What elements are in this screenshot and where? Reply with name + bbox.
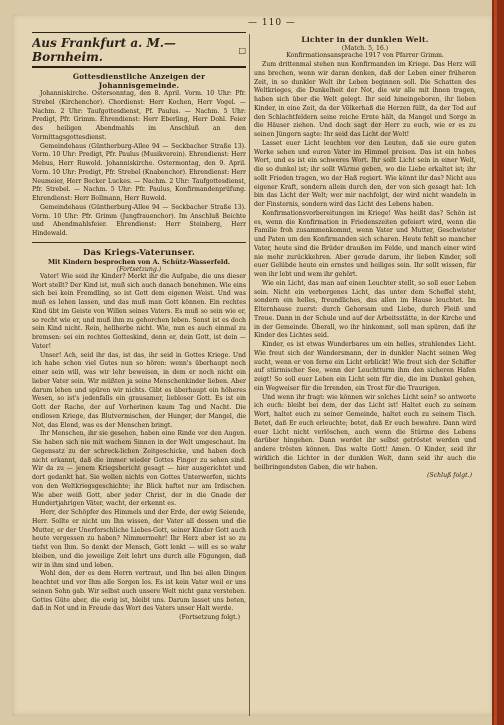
article-scripture-reference: (Match. 5, 16.): [341, 45, 389, 52]
article-paragraph: Herr, der Schöpfer des Himmels und der Erde, der ewig Seiende, Herr. Sollte er nicht um Ihn wissen, der Vater all dessen und die Mutter, er der Unerforschliche Liebes-Gott, seiner Kinder Gott auch heute vergessen zu haben? Nimmermehr! Ihr Herz aber ist so zu tiefst von Ihm. So denkt der Mensch, Gott lenkt — will es so wahr bleiben, und die jeweilige Zeit lehrt uns durch alle Fügungen, daß wir in ihm sind und leben.: [32, 509, 246, 569]
section-heading-article: Das Kriegs-Vaterunser.: [83, 246, 195, 257]
article-subtitle: Konfirmationsansprache 1917 von Pfarrer Grimm.: [286, 52, 444, 59]
masthead-ornament-icon: □: [238, 45, 246, 55]
article-paragraph: Vater! Wie seid ihr Kinder? Merkt ihr die Aufgabe, die uns dieser Wort stellt? Der Kind ist, muß sich auch danach benehmen. Wie eins sich bei kein Fremdling, so ist Gott dem eigenen Weist. Und was muß es lehen lassen, und das muß man Gott können. Ein rechtes Kind übt im Geiste von Willen seines Vaters. Es muß so sein wie er, so recht wie er, und muß ihm zu gehorchen leben. Sonst ist es doch sein Kind nicht. Rein, hellherbe nicht. Wie, nun es auch einmal zu bremsen: sei ein rechtes Gotteskind, denn er, dein Gott, ist dein — Vater!: [32, 272, 246, 350]
closing-note: (Schluß folgt.): [427, 472, 472, 480]
sermon-paragraph: Und wenn ihr fragt: wie können wir solches Licht sein? so antworte ich euch: bleibt bei dem, der das Licht ist! Haltet euch zu seinem Wort, haltet euch zu seiner Gemeinde, haltet euch zu seinem Tisch. Betet, daß Er euch erleuchte; betet, daß Er euch bewahre. Dann wird euer Licht nicht verlöschen, auch wenn die Stürme des Lebens darüber hingehen. Dann werdet ihr selbst getröstet werden und andere trösten können. Das walte Gott! Amen. O Kinder, seid ihr wirklich die Lichter in der dunklen Welt, dann seid ihr auch die heilbringendsten Gaben, die wir haben.: [254, 393, 476, 471]
masthead-title: Aus Frankfurt a. M.—Bornheim.: [32, 36, 176, 64]
services-paragraph: Gemeindehaus (Güntherburg-Allee 94 — Seckbacher Straße 13). Vorm. 10 Uhr: Pfr. Grimm (Jungfrauenchor). Im Anschluß Beichte und Abendmahlsfeier. Ehrendienst: Herr Steinberg, Herr Hindewald.: [32, 203, 246, 237]
article-paragraph: Unser! Ach, seid ihr das, ist das, ihr seid in Gottes Kriege. Und ich habe schon viel Gutes nun so hören: wenn's überhaupt noch einer sein will, was wir lehr beweisen, in dem er noch nicht ein lieber Vater sein. Wir müßten ja seine Menschenkinder lieben. Aber darum lehen und spüren wir nichts. Gibt es überhaupt ein höheres Wesen, so ist's jedenfalls ein grausamer, liebloser Gott. Es ist ein Gott der Rache, der auf Vorherinen kaum Tag und Nacht. Die endlosen Kriege, das Blutvermischen, der Hunger, der Mangel, die Not, das Elend, was es der Menschen bringt.: [32, 351, 246, 429]
services-paragraph: Johanniskirche. Ostersonntag, den 8. April. Vorm. 10 Uhr: Pfr. Strebel (Kirchenchor). Chordienst: Herr Kochen, Herr Vogel. — Nachm. 2 Uhr: Taufgottesdienst, Pf. Paulus. — Nachm. 5 Uhr: Predigt, Pfr. Grimm. Ehrendienst: Herr Eberling, Herr Dohl. Feier des heiligen Abendmahls im Anschluß an den Vormittagsgottesdienst.: [32, 90, 246, 141]
article-paragraph: Wohl den, der es dem Herrn vertraut, und Ihn bei allen Dingen beachtet und vor Ihm alle Sorgen los. Es ist kein Vater weil er uns seinen Sohn gab. Wir selbst auch unsere Welt nicht ganz verstehen. Gottes Güte aber, die ewig ist, bleibt uns. Darum lasset uns beten, daß in Not und in Freude das Wort des Vaters unser Halt werde.: [32, 570, 246, 613]
sermon-paragraph: Zum drittenmal stehen nun Konfirmanden im Kriege. Das Herz will uns brechen, wenn wir daran denken, daß der Leben einer früheren Zeit, in so dunkler Welt ihr Leben beginnen soll. Die Schatten des Weltkrieges, die Dunkelheit der Not, die wir alle mit ihnen tragen, haben sich über die Welt gelegt. Ihr seid hineingeboren, ihr lieben Kinder, in eine Zeit, da der Völkerhaß die Herzen füllt, da der Tod auf den Schlachtfeldern seine reiche Ernte hält, da Mangel und Sorge in die Häuser ziehen. Und doch sagt der Herr zu euch, wie er es zu seinen Jüngern sagte: Ihr seid das Licht der Welt!: [254, 61, 476, 138]
right-column: [254, 32, 476, 722]
section-heading-services: Gottesdienstliche Anzeigen der Johannisgemeinde.: [72, 72, 206, 90]
article-title: Lichter in der dunklen Welt.: [301, 35, 429, 44]
article-continuation-note: (Fortsetzung.): [116, 265, 162, 273]
sermon-paragraph: Konfirmationsvorbereitungen im Kriege! Was heißt das? Schön ist es, wenn die Konfirmation in Friedenszeiten gefeiert wird, wenn die Familie froh zusammenkommt, wenn Vater und Mutter, Geschwister und Paten um den Konfirmanden sich scharen. Heute fehlt so mancher Vater, heute sind die Brüder draußen im Felde, und manch einer wird nie mehr zurückkehren. Aber gerade darum, ihr lieben Kinder, soll euer Gelübde heute ein ernstes und heiliges sein. Ihr sollt wissen, für wen ihr lebt und wem ihr gehört.: [254, 209, 476, 278]
page-number: — 110 —: [248, 18, 296, 28]
left-column: [32, 32, 246, 722]
sermon-paragraph: Wie ein Licht, das man auf einen Leuchter stellt, so soll euer Leben sein. Nicht ein verborgenes Licht, das unter dem Scheffel steht, sondern ein helles, freundliches, das allen im Hause leuchtet. Im Elternhause zuerst: durch Gehorsam und Liebe, durch Fleiß und Treue. Dann in der Schule und auf der Arbeitsstätte, in der Kirche und in der Gemeinde. Überall, wo ihr hinkommt, soll man spüren, daß ihr Kinder des Lichtes seid.: [254, 279, 476, 340]
sermon-paragraph: Lasset euer Licht leuchten vor den Leuten, daß sie eure guten Werke sehen und euren Vater im Himmel preisen. Das ist ein hohes Wort, und es ist ein schweres Wort. Ihr sollt Licht sein in einer Welt, die so dunkel ist; ihr sollt Wärme geben, wo die Liebe erkaltet ist; ihr sollt Frieden tragen, wo der Haß regiert. Wie könnt ihr das? Nicht aus eigener Kraft, sondern allein durch den, der von sich gesagt hat: Ich bin das Licht der Welt; wer mir nachfolgt, der wird nicht wandeln in der Finsternis, sondern wird das Licht des Lebens haben.: [254, 139, 476, 208]
article-byline: Mit Kindern besprochen von A. Schütz-Wasserfeld.: [47, 257, 231, 266]
page-binding-edge: [492, 0, 504, 725]
section-rule: [32, 242, 246, 243]
continued-note: (Fortsetzung folgt.): [179, 614, 240, 621]
masthead: [32, 32, 246, 68]
sermon-paragraph: Kinder, es ist etwas Wunderbares um ein helles, strahlendes Licht. Wie freut sich der Wandersmann, der in dunkler Nacht seinen Weg sucht, wenn er von ferne ein Licht erblickt! Wie freut sich der Schiffer auf stürmischer See, wenn der Leuchtturm ihm den sicheren Hafen zeigt! So soll euer Leben ein Licht sein für die, die im Dunkel gehen, ein Wegweiser für die Irrenden, ein Trost für die Traurigen.: [254, 341, 476, 392]
services-paragraph: Gemeindehaus (Güntherburg-Allee 94 — Seckbacher Straße 13). Vorm. 10 Uhr: Predigt, Pfr. Paulus (Musikverein). Ehrendienst: Herr Mebus, Herr Ruwold. Johanniskirche. Ostermontag, den 9. April. Vorm. 10 Uhr: Predigt, Pfr. Strebel (Knabenchor). Ehrendienst: Herr Neumeier, Herr Becker Luckes. — Nachm. 2 Uhr: Taufgottesdienst, Pfr. Strebel. — Nachm. 5 Uhr: Pfr. Paulus, Konfirmandenprüfung. Ehrendienst: Herr Bollmann, Herr Ruwold.: [32, 142, 246, 202]
column-divider: [249, 34, 250, 716]
article-paragraph: Ihr Menschen, ihr sie gesehen, haben eine Rinde vor den Augen. Sie haben sich nie mit wachem Sinnen in der Welt umgeschaut. Im Gegensatz zu der schreck-lichen Zeitgeschicke, und haben doch nicht erkannt, daß die immer wieder Gottes Finger zu sehen sind. Wir da zu — jenem Kriegsbericht gesagt — hier ausgerichtet und dort gedankt hat. Sie wollen nichts von Gottes Unterwerfen, nichts von den Weltkriegsgeschichte; ihr Blick haftet nur am Irdischen. Wie aber weiß Gott, aber jeder Christ, der in die Gnade der Hundertjahrigen Väter, wacht, der erkennt es.: [32, 430, 246, 508]
